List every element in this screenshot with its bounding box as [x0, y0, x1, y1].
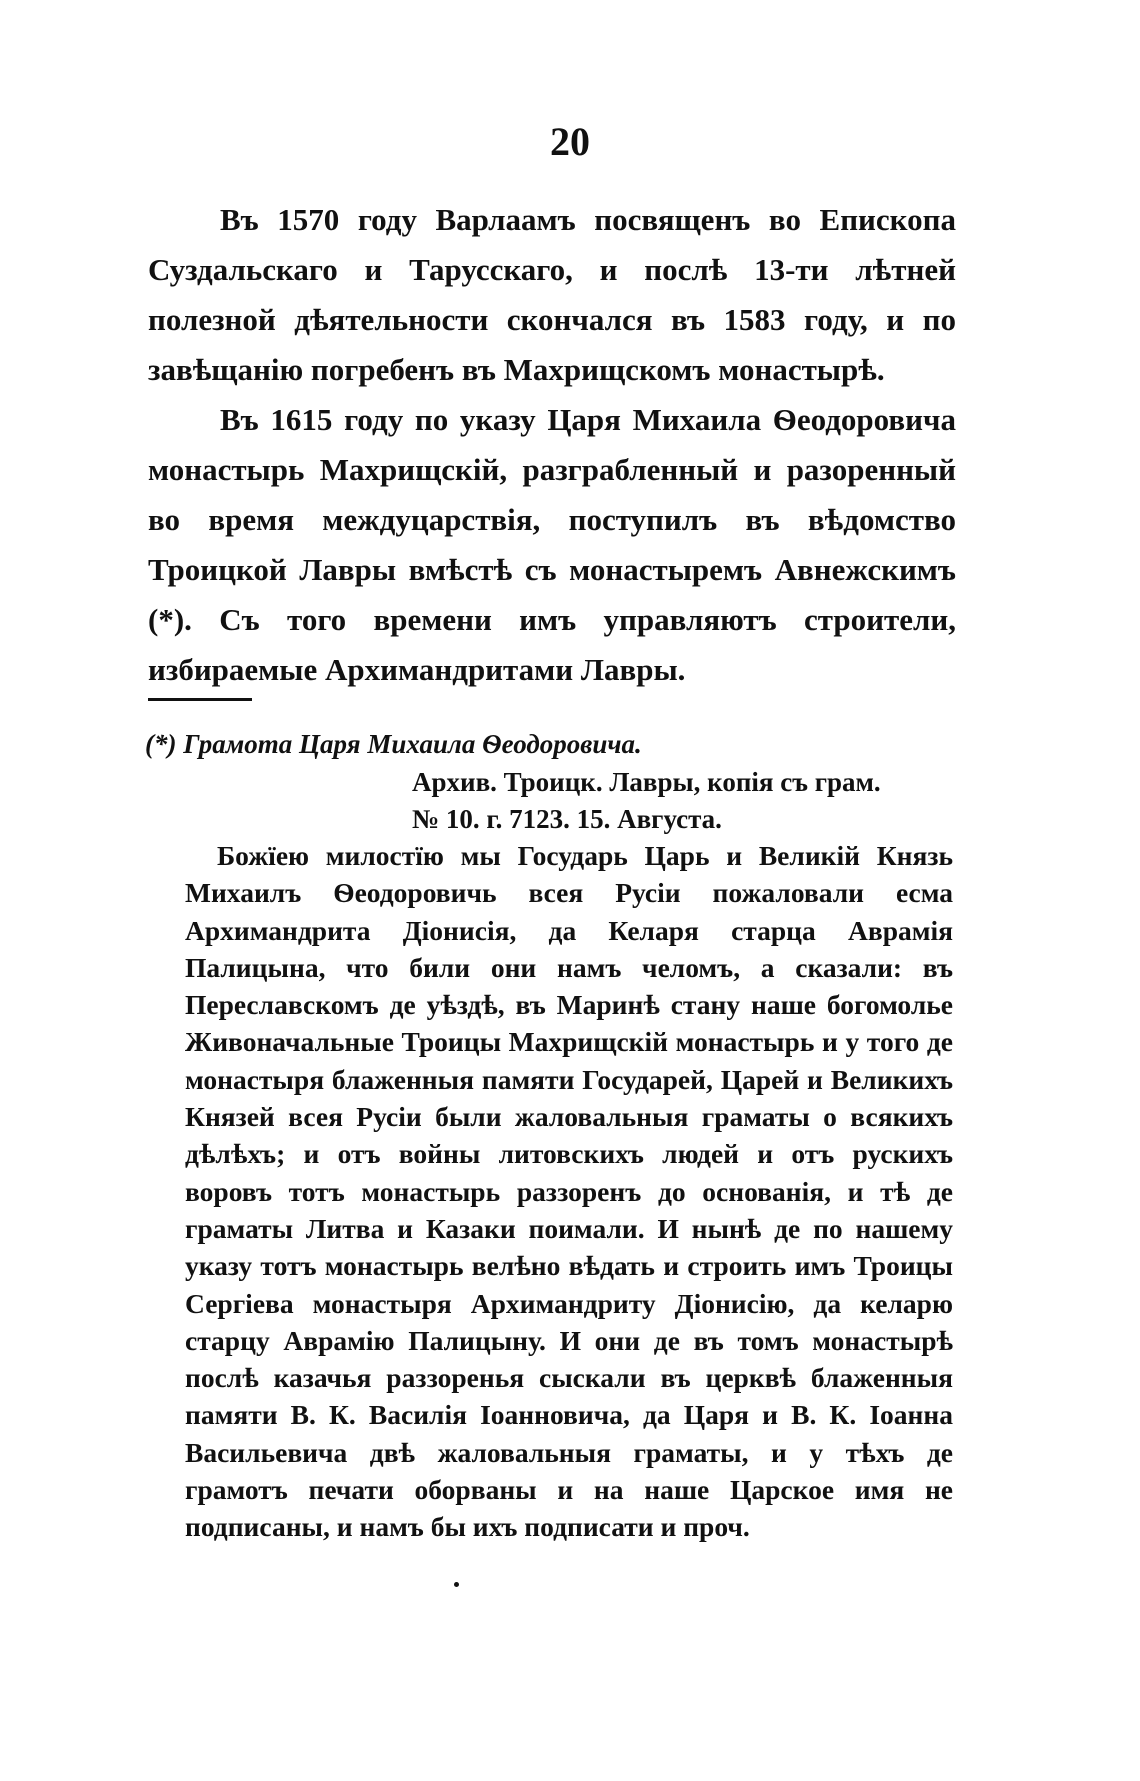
footnote-marker: (*)	[145, 729, 177, 759]
main-paragraph-1: Въ 1570 году Варлаамъ посвященъ во Епископа Суздальскаго и Тарусскаго, и послѣ 13-ти лѣтней полезной дѣятельности скончался въ 1583 году, и по завѣщанію погребенъ въ Махрищскомъ монастырѣ.	[148, 202, 956, 387]
charter-text	[185, 837, 953, 1546]
main-text	[148, 195, 956, 695]
footnote-title: Грамота Царя Михаила Ѳеодоровича.	[183, 729, 642, 759]
page-number: 20	[550, 119, 590, 164]
main-paragraph-2: Въ 1615 году по указу Царя Михаила Ѳеодоровича монастырь Махрищскій, разграбленный и разоренный во время междуцарствія, поступилъ въ вѣдомство Троицкой Лавры вмѣстѣ съ монастыремъ Авнежскимъ (*). Съ того времени имъ управляютъ строители, избираемые Архимандритами Лавры.	[148, 402, 956, 687]
archive-reference	[412, 764, 952, 838]
archive-reference-line-1: Архив. Троицк. Лавры, копія съ грам.	[412, 767, 881, 797]
footnote-heading	[145, 724, 965, 764]
charter-paragraph: Божїею милостїю мы Государь Царь и Великій Князь Михаилъ Ѳеодоровичь всея Русіи пожаловали есма Архимандрита Діонисія, да Келаря старца Аврамія Палицына, что били они намъ челомъ, а сказали: въ Переславскомъ де уѣздѣ, въ Маринѣ стану наше богомолье Живоначальные Троицы Махрищскій монастырь и у того де монастыря блаженныя памяти Государей, Царей и Великихъ Князей всея Русіи были жаловальныя граматы о всякихъ дѣлѣхъ; и отъ войны литовскихъ людей и отъ рускихъ воровъ тотъ монастырь раззоренъ до основанія, и тѣ де граматы Литва и Казаки поимали. И нынѣ де по нашему указу тотъ монастырь велѣно вѣдать и строить имъ Троицы Сергіева монастыря Архимандриту Діонисію, да келарю старцу Аврамію Палицыну. И они де въ томъ монастырѣ послѣ казачья раззоренья сыскали въ церквѣ блаженныя памяти В. К. Василія Іоанновича, да Царя и В. К. Іоанна Васильевича двѣ жаловальныя граматы, и у тѣхъ де грамотъ печати оборваны и на наше Царское имя не подписаны, и намъ бы ихъ подписати и проч.	[185, 840, 953, 1543]
end-mark	[454, 1582, 459, 1587]
archive-reference-line-2: № 10. г. 7123. 15. Августа.	[412, 804, 722, 834]
footnote-separator	[148, 698, 252, 701]
